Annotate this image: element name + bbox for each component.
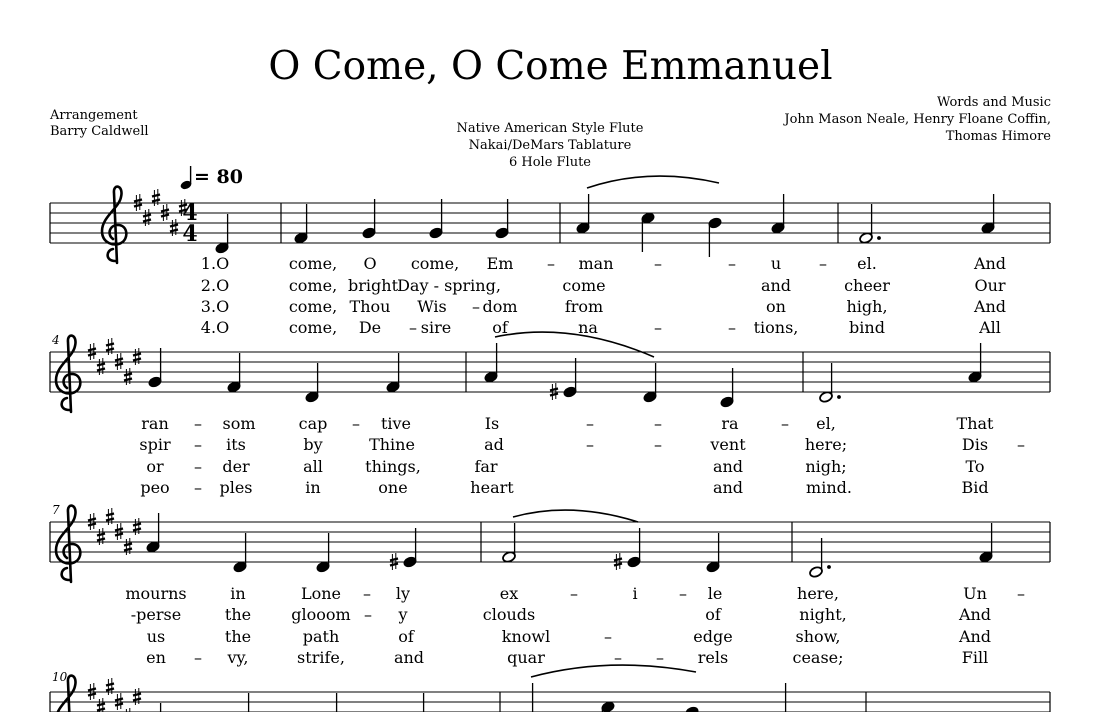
note (227, 353, 242, 393)
note (685, 706, 700, 712)
note (146, 513, 161, 553)
measure-number-4: 4 (52, 333, 60, 347)
lyric-hyphen: – (194, 435, 202, 454)
lyric-syllable: far (474, 457, 498, 476)
lyric-syllable: ples (219, 478, 253, 497)
note (390, 528, 417, 570)
lyric-syllable: -perse (130, 605, 182, 624)
lyric-hyphen: – (586, 435, 594, 454)
lyric-syllable: De (358, 318, 382, 337)
lyric-syllable: u (770, 254, 782, 273)
note (981, 194, 996, 234)
lyric-syllable: mourns (125, 584, 187, 603)
lyric-hyphen: – (781, 414, 789, 433)
lyric-syllable: quar (507, 648, 545, 667)
lyric-syllable: show, (795, 627, 841, 646)
slur (587, 176, 719, 188)
lyric-syllable: by (303, 435, 323, 454)
measure-number-7: 7 (52, 503, 60, 517)
lyric-syllable: le (707, 584, 723, 603)
note (641, 212, 656, 252)
lyric-syllable: i (632, 584, 638, 603)
lyric-syllable: ly (395, 584, 411, 603)
note (362, 199, 377, 239)
lyric-syllable: And (958, 605, 992, 624)
lyric-syllable: its (226, 435, 246, 454)
note (484, 343, 499, 383)
lyric-syllable: come, (410, 254, 460, 273)
lyric-syllable: glooom (291, 605, 351, 624)
lyric-syllable: Dis (961, 435, 989, 454)
instrument-line-2: Nakai/DeMars Tablature (468, 138, 632, 153)
lyric-syllable: ex (499, 584, 519, 603)
lyric-syllable: all (303, 457, 323, 476)
note (576, 194, 591, 234)
notehead (685, 706, 700, 712)
slur (495, 332, 654, 357)
lyric-syllable: one (378, 478, 408, 497)
note (495, 199, 510, 239)
lyric-syllable: here, (797, 584, 839, 603)
lyric-syllable: O (363, 254, 377, 273)
note (233, 533, 248, 573)
lyric-hyphen: – (194, 457, 202, 476)
lyric-hyphen: – (409, 318, 417, 337)
note (520, 683, 535, 712)
lyric-syllable: cease; (792, 648, 844, 667)
lyric-syllable: come, (288, 254, 338, 273)
lyric-syllable: na (578, 318, 598, 337)
note (706, 533, 721, 573)
lyric-hyphen: – (614, 648, 622, 667)
lyric-syllable: 2.O (200, 276, 230, 295)
lyric-hyphen: – (654, 414, 662, 433)
measure-number-10: 10 (52, 670, 68, 684)
note (550, 358, 577, 400)
lyric-syllable: el. (857, 254, 877, 273)
instrument-line-3: 6 Hole Flute (508, 155, 592, 170)
lyric-hyphen: – (194, 648, 202, 667)
lyric-syllable: night, (799, 605, 847, 624)
note (859, 204, 881, 244)
lyric-syllable: come, (288, 276, 338, 295)
note (819, 363, 841, 403)
staff-system-2 (50, 332, 1050, 412)
lyric-hyphen: – (547, 254, 555, 273)
lyric-syllable: spir (139, 435, 171, 454)
lyric-hyphen: – (570, 584, 578, 603)
lyric-syllable: the (224, 627, 252, 646)
slur (513, 510, 638, 522)
lyric-syllable: y (398, 605, 408, 624)
lyric-syllable: of (705, 605, 721, 624)
lyric-syllable: knowl (501, 627, 551, 646)
lyric-syllable: strife, (297, 648, 345, 667)
lyric-syllable: of (398, 627, 414, 646)
lyric-syllable: and (760, 276, 792, 295)
lyric-hyphen: – (363, 584, 371, 603)
lyric-hyphen: – (679, 584, 687, 603)
lyric-syllable: path (302, 627, 340, 646)
lyric-syllable: And (973, 254, 1007, 273)
note (429, 199, 444, 239)
lyric-syllable: cap (298, 414, 328, 433)
song-title: O Come, O Come Emmanuel (268, 44, 833, 89)
note (968, 343, 983, 383)
note (720, 368, 735, 408)
lyric-syllable: en (146, 648, 166, 667)
lyric-syllable: edge (693, 627, 733, 646)
note (809, 538, 831, 578)
lyric-syllable: cheer (844, 276, 890, 295)
lyric-syllable: in (230, 584, 246, 603)
note (643, 363, 658, 403)
lyric-syllable: mind. (806, 478, 852, 497)
lyric-syllable: heart (470, 478, 514, 497)
lyric-syllable: 4.O (200, 318, 230, 337)
lyric-hyphen: – (194, 478, 202, 497)
lyric-syllable: tions, (753, 318, 799, 337)
lyric-syllable: bright (348, 276, 398, 295)
lyric-syllable: the (224, 605, 252, 624)
lyric-hyphen: – (654, 435, 662, 454)
lyric-syllable: Day - spring, (397, 276, 501, 295)
credit-line-3: Thomas Himore (945, 129, 1051, 144)
lyric-syllable: or (146, 457, 164, 476)
lyric-syllable: things, (365, 457, 421, 476)
note (502, 523, 517, 563)
lyric-hyphen: – (472, 297, 480, 316)
lyric-syllable: 1.O (200, 254, 230, 273)
lyric-hyphen: – (604, 627, 612, 646)
note (294, 204, 309, 244)
lyric-syllable: That (956, 414, 994, 433)
lyric-hyphen: – (728, 318, 736, 337)
lyric-syllable: ra (721, 414, 739, 433)
lyric-syllable: Un (963, 584, 987, 603)
lyric-hyphen: – (194, 414, 202, 433)
instrument-line-1: Native American Style Flute (456, 121, 644, 136)
tempo-value: = 80 (194, 166, 243, 188)
lyric-syllable: and (712, 478, 744, 497)
lyric-syllable: from (564, 297, 604, 316)
lyric-syllable: come (562, 276, 606, 295)
lyric-syllable: Our (974, 276, 1006, 295)
lyric-syllable: nigh; (805, 457, 847, 476)
treble-clef-icon (56, 676, 80, 712)
time-signature (182, 200, 197, 247)
lyric-syllable: Thou (349, 297, 391, 316)
lyric-syllable: come, (288, 318, 338, 337)
lyric-syllable: come, (288, 297, 338, 316)
treble-clef-icon (56, 336, 80, 412)
lyric-syllable: Bid (961, 478, 989, 497)
lyric-syllable: peo (140, 478, 170, 497)
lyric-syllable: vent (710, 435, 746, 454)
lyric-syllable: clouds (482, 605, 536, 624)
augmentation-dot (877, 236, 881, 240)
lyric-syllable: ran (141, 414, 169, 433)
augmentation-dot (837, 395, 841, 399)
lyric-syllable: us (146, 627, 166, 646)
lyric-syllable: and (393, 648, 425, 667)
note (708, 217, 723, 257)
lyric-syllable: And (958, 627, 992, 646)
time-signature-denominator: 4 (182, 221, 198, 247)
credit-line-2: John Mason Neale, Henry Floane Coffin, (784, 112, 1051, 127)
lyric-syllable: el, (816, 414, 836, 433)
lyric-syllable: sire (420, 318, 452, 337)
lyric-syllable: der (222, 457, 250, 476)
lyric-syllable: on (766, 297, 786, 316)
lyric-hyphen: – (654, 254, 662, 273)
lyric-syllable: All (979, 318, 1001, 337)
lyric-hyphen: – (728, 254, 736, 273)
lyric-syllable: som (222, 414, 256, 433)
arranger-name: Barry Caldwell (50, 124, 149, 139)
lyric-hyphen: – (1017, 584, 1025, 603)
note (148, 348, 163, 388)
lyric-syllable: high, (846, 297, 888, 316)
augmentation-dot (827, 565, 831, 569)
lyric-syllable: dom (482, 297, 518, 316)
arrangement-label: Arrangement (50, 108, 138, 123)
lyric-hyphen: – (586, 414, 594, 433)
treble-clef-icon (102, 187, 126, 263)
key-signature (88, 678, 141, 712)
lyric-hyphen: – (656, 648, 664, 667)
lyric-syllable: Em (486, 254, 514, 273)
note (305, 363, 320, 403)
lyric-syllable: To (965, 457, 985, 476)
lyric-syllable: man (578, 254, 614, 273)
note (148, 703, 163, 712)
lyric-syllable: Fill (961, 648, 989, 667)
lyric-syllable: here; (804, 435, 848, 454)
note (979, 523, 994, 563)
note (771, 194, 786, 234)
lyric-syllable: tive (380, 414, 412, 433)
lyric-syllable: Wis (417, 297, 447, 316)
lyric-syllable: Thine (369, 435, 415, 454)
lyric-hyphen: – (654, 318, 662, 337)
treble-clef-icon (56, 506, 80, 582)
staff-system-3 (50, 506, 1050, 582)
lyric-hyphen: – (352, 414, 360, 433)
lyric-syllable: vy, (227, 648, 249, 667)
credit-line-1: Words and Music (936, 95, 1051, 110)
lyric-syllable: 3.O (200, 297, 230, 316)
lyric-syllable: Lone (300, 584, 342, 603)
lyric-hyphen: – (1017, 435, 1025, 454)
lyric-syllable: rels (697, 648, 729, 667)
lyric-syllable: in (305, 478, 321, 497)
lyric-syllable: Is (484, 414, 500, 433)
lyric-syllable: ad (484, 435, 504, 454)
note (773, 683, 788, 712)
lyric-syllable: And (973, 297, 1007, 316)
lyric-syllable: of (492, 318, 508, 337)
lyric-syllable: bind (849, 318, 885, 337)
lyric-hyphen: – (819, 254, 827, 273)
lyric-syllable: and (712, 457, 744, 476)
time-signature-numerator: 4 (182, 200, 198, 226)
lyric-hyphen: – (364, 605, 372, 624)
note (386, 353, 401, 393)
note (316, 533, 331, 573)
note (215, 214, 230, 254)
staff-system-4 (50, 665, 1050, 712)
note (614, 528, 641, 570)
staff-system-1 (50, 176, 1050, 263)
